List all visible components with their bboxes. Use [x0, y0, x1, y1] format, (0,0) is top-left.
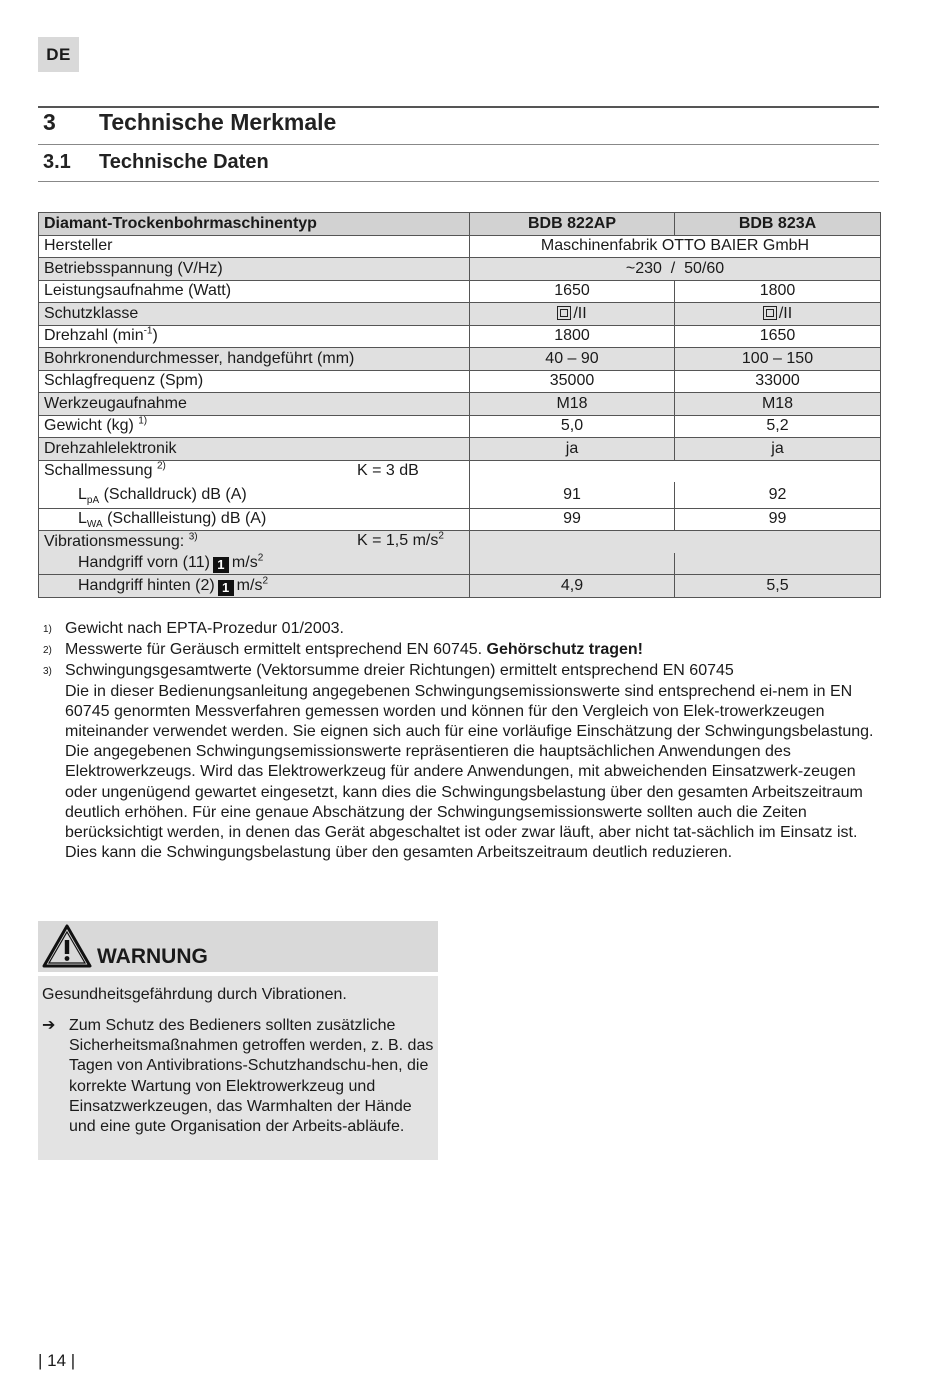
warning-intro: Gesundheitsgefährdung durch Vibrationen. — [42, 986, 347, 1003]
label-text: Vibrationsmessung: — [44, 532, 185, 550]
header-type: Diamant-Trockenbohrmaschinentyp — [39, 213, 470, 236]
footnote-emphasis: Gehörschutz tragen! — [486, 641, 643, 659]
k-value: K = 3 dB — [357, 461, 419, 479]
warning-body — [38, 976, 438, 1160]
page-number: | 14 | — [38, 1351, 76, 1370]
subsection-bottom-rule — [38, 181, 879, 182]
label-part: L — [78, 510, 87, 528]
cell-b: 33000 — [675, 370, 881, 393]
voltage-value: ~230 / 50/60 — [470, 258, 881, 281]
row-label — [39, 325, 470, 348]
section-heading — [43, 109, 336, 136]
section-number: 3 — [43, 109, 56, 135]
k-superscript: 2 — [438, 530, 444, 542]
table-row — [39, 460, 881, 482]
footnote-mark: 1) — [43, 624, 52, 635]
label-part: Drehzahl (min — [44, 327, 144, 345]
section-top-rule — [38, 106, 879, 108]
table-row — [39, 393, 881, 416]
label-part: (Schalldruck) dB (A) — [99, 485, 247, 503]
table-row — [39, 370, 881, 393]
cell-b: 92 — [675, 482, 881, 508]
cell-b: 5,2 — [675, 415, 881, 438]
cell-a: 1650 — [470, 280, 675, 303]
warning-header — [38, 921, 438, 972]
row-label — [39, 415, 470, 438]
table-row — [39, 303, 881, 326]
row-label: Leistungsaufnahme (Watt) — [39, 280, 470, 303]
cell-b: 100 – 150 — [675, 348, 881, 371]
arrow-right-icon: ➔ — [42, 1017, 56, 1034]
subsection-title: Technische Daten — [99, 151, 269, 173]
cell-a: 35000 — [470, 370, 675, 393]
row-label — [39, 531, 470, 553]
cell-a: 4,9 — [470, 575, 675, 598]
table-row — [39, 575, 881, 598]
cell-b — [675, 303, 881, 326]
row-label — [39, 553, 470, 575]
footnote — [43, 619, 881, 640]
footnote-text — [65, 661, 881, 863]
table-row — [39, 325, 881, 348]
cell-b: ja — [675, 438, 881, 461]
label-part: L — [78, 485, 87, 503]
k-value — [357, 531, 444, 551]
table-row — [39, 438, 881, 461]
footnote-mark: 3) — [43, 666, 52, 678]
row-label: Betriebsspannung (V/Hz) — [39, 258, 470, 281]
table-row — [39, 280, 881, 303]
row-label: Drehzahlelektronik — [39, 438, 470, 461]
footnote — [43, 640, 881, 661]
k-text: K = 1,5 m/s — [357, 532, 439, 549]
footnote-ref: 3) — [188, 531, 198, 543]
row-label — [39, 508, 470, 531]
warning-title: WARNUNG — [97, 945, 208, 968]
cell-a — [470, 553, 675, 575]
protection-class-text: /II — [778, 304, 793, 322]
spec-table — [38, 212, 881, 598]
row-label: Werkzeugaufnahme — [39, 393, 470, 416]
cell-b — [675, 553, 881, 575]
footnote-text: Gewicht nach EPTA-Prozedur 01/2003. — [65, 620, 344, 637]
row-label: Hersteller — [39, 235, 470, 258]
unit-text: m/s — [231, 554, 258, 572]
label-text: Gewicht (kg) — [44, 417, 134, 435]
cell-a: 5,0 — [470, 415, 675, 438]
label-superscript: -1 — [143, 325, 153, 337]
label-part: ) — [152, 327, 158, 345]
row-label — [39, 575, 470, 598]
header-model-a: BDB 822AP — [470, 213, 675, 236]
warning-instruction — [42, 1016, 434, 1137]
cell-a: M18 — [470, 393, 675, 416]
label-subscript: pA — [86, 494, 100, 506]
callout-number-badge: 1 — [218, 580, 234, 596]
subsection-number: 3.1 — [43, 151, 71, 173]
cell-b: 99 — [675, 508, 881, 531]
cell-a: 40 – 90 — [470, 348, 675, 371]
warning-triangle-icon — [42, 924, 92, 968]
subsection-heading — [43, 151, 269, 174]
empty-cell — [470, 460, 881, 482]
table-row — [39, 235, 881, 258]
cell-b: 1650 — [675, 325, 881, 348]
cell-a — [470, 303, 675, 326]
table-row — [39, 553, 881, 575]
label-subscript: WA — [86, 519, 103, 531]
label-text: Schallmessung — [44, 462, 153, 480]
footnote — [43, 661, 881, 863]
protection-class-text: /II — [573, 304, 587, 322]
row-label: Schlagfrequenz (Spm) — [39, 370, 470, 393]
language-tag: DE — [38, 37, 79, 72]
cell-b: 1800 — [675, 280, 881, 303]
cell-a: ja — [470, 438, 675, 461]
footnote-paragraph: Schwingungsgesamtwerte (Vektorsumme dreier Richtungen) ermittelt entsprechend EN 60745 — [65, 662, 734, 680]
footnote-mark: 2) — [43, 645, 52, 657]
table-row — [39, 508, 881, 531]
header-model-b: BDB 823A — [675, 213, 881, 236]
empty-cell — [470, 531, 881, 553]
footnote-text — [65, 640, 881, 661]
cell-b: M18 — [675, 393, 881, 416]
table-row — [39, 348, 881, 371]
section-title: Technische Merkmale — [99, 109, 337, 135]
cell-a: 99 — [470, 508, 675, 531]
footnote-paragraph: Die in dieser Bedienungsanleitung angegebenen Schwingungsemissionswerte sind entsprechend ei-nem in EN 60745 genormten Messverfahren gemessen worden und können für den Vergleich von Elek-trowerkzeugen miteinander verwendet werden. Sie eignen sich auch für eine vorläufige Einschätzung der Schwingungsbelastung. — [65, 682, 874, 741]
cell-b: 5,5 — [675, 575, 881, 598]
label-text: Handgriff vorn (11) — [78, 554, 210, 572]
footnote-ref: 1) — [138, 415, 148, 427]
cell-a: 1800 — [470, 325, 675, 348]
unit-superscript: 2 — [257, 552, 264, 564]
footnote-text-part: Messwerte für Geräusch ermittelt entsprechend EN 60745. — [65, 641, 487, 659]
protection-class-icon — [557, 306, 571, 320]
table-row — [39, 531, 881, 553]
cell-a: 91 — [470, 482, 675, 508]
callout-number-badge: 1 — [213, 557, 229, 573]
footnotes — [43, 619, 881, 863]
row-label — [39, 460, 470, 482]
unit-superscript: 2 — [262, 575, 269, 587]
footnote-paragraph: Die angegebenen Schwingungsemissionswerte repräsentieren die hauptsächlichen Anwendungen des Elektrowerkzeugs. Wird das Elektrowerkzeug für andere Anwendungen, mit abweichenden Einsatzwerk-zeugen oder ungenügend gewartet eingesetzt, kann dies die Schwingungsbelastung über den gesamten Arbeitszeitraum deutlich erhöhen. Für eine genaue Abschätzung der Schwingungsemissionswerte sollten auch die Zeiten berücksichtigt werden, in denen das Gerät abgeschaltet ist oder zwar läuft, aber nicht tat-sächlich im Einsatz ist. Dies kann die Schwingungsbelastung über den gesamten Arbeitszeitraum deutlich reduzieren. — [65, 743, 863, 862]
row-label: Bohrkronendurchmesser, handgeführt (mm) — [39, 348, 470, 371]
table-row — [39, 258, 881, 281]
manufacturer-value: Maschinenfabrik OTTO BAIER GmbH — [470, 235, 881, 258]
section-bottom-rule — [38, 144, 879, 145]
label-part: (Schallleistung) dB (A) — [102, 510, 267, 528]
table-row — [39, 415, 881, 438]
warning-instruction-text: Zum Schutz des Bedieners sollten zusätzliche Sicherheitsmaßnahmen getroffen werden, z. B. das Tagen von Antivibrations-Schutzhandschu-hen, die korrekte Wartung von Elektrowerkzeug und Einsatzwerkzeugen, das Warmhalten der Hände und eine gute Organisation der Arbeits-abläufe. — [69, 1017, 434, 1136]
footnote-ref: 2) — [156, 460, 166, 472]
unit-text: m/s — [236, 576, 263, 594]
row-label — [39, 482, 470, 508]
table-row — [39, 482, 881, 508]
protection-class-icon — [763, 306, 777, 320]
row-label: Schutzklasse — [39, 303, 470, 326]
table-header-row — [39, 213, 881, 236]
label-text: Handgriff hinten (2) — [78, 576, 215, 594]
